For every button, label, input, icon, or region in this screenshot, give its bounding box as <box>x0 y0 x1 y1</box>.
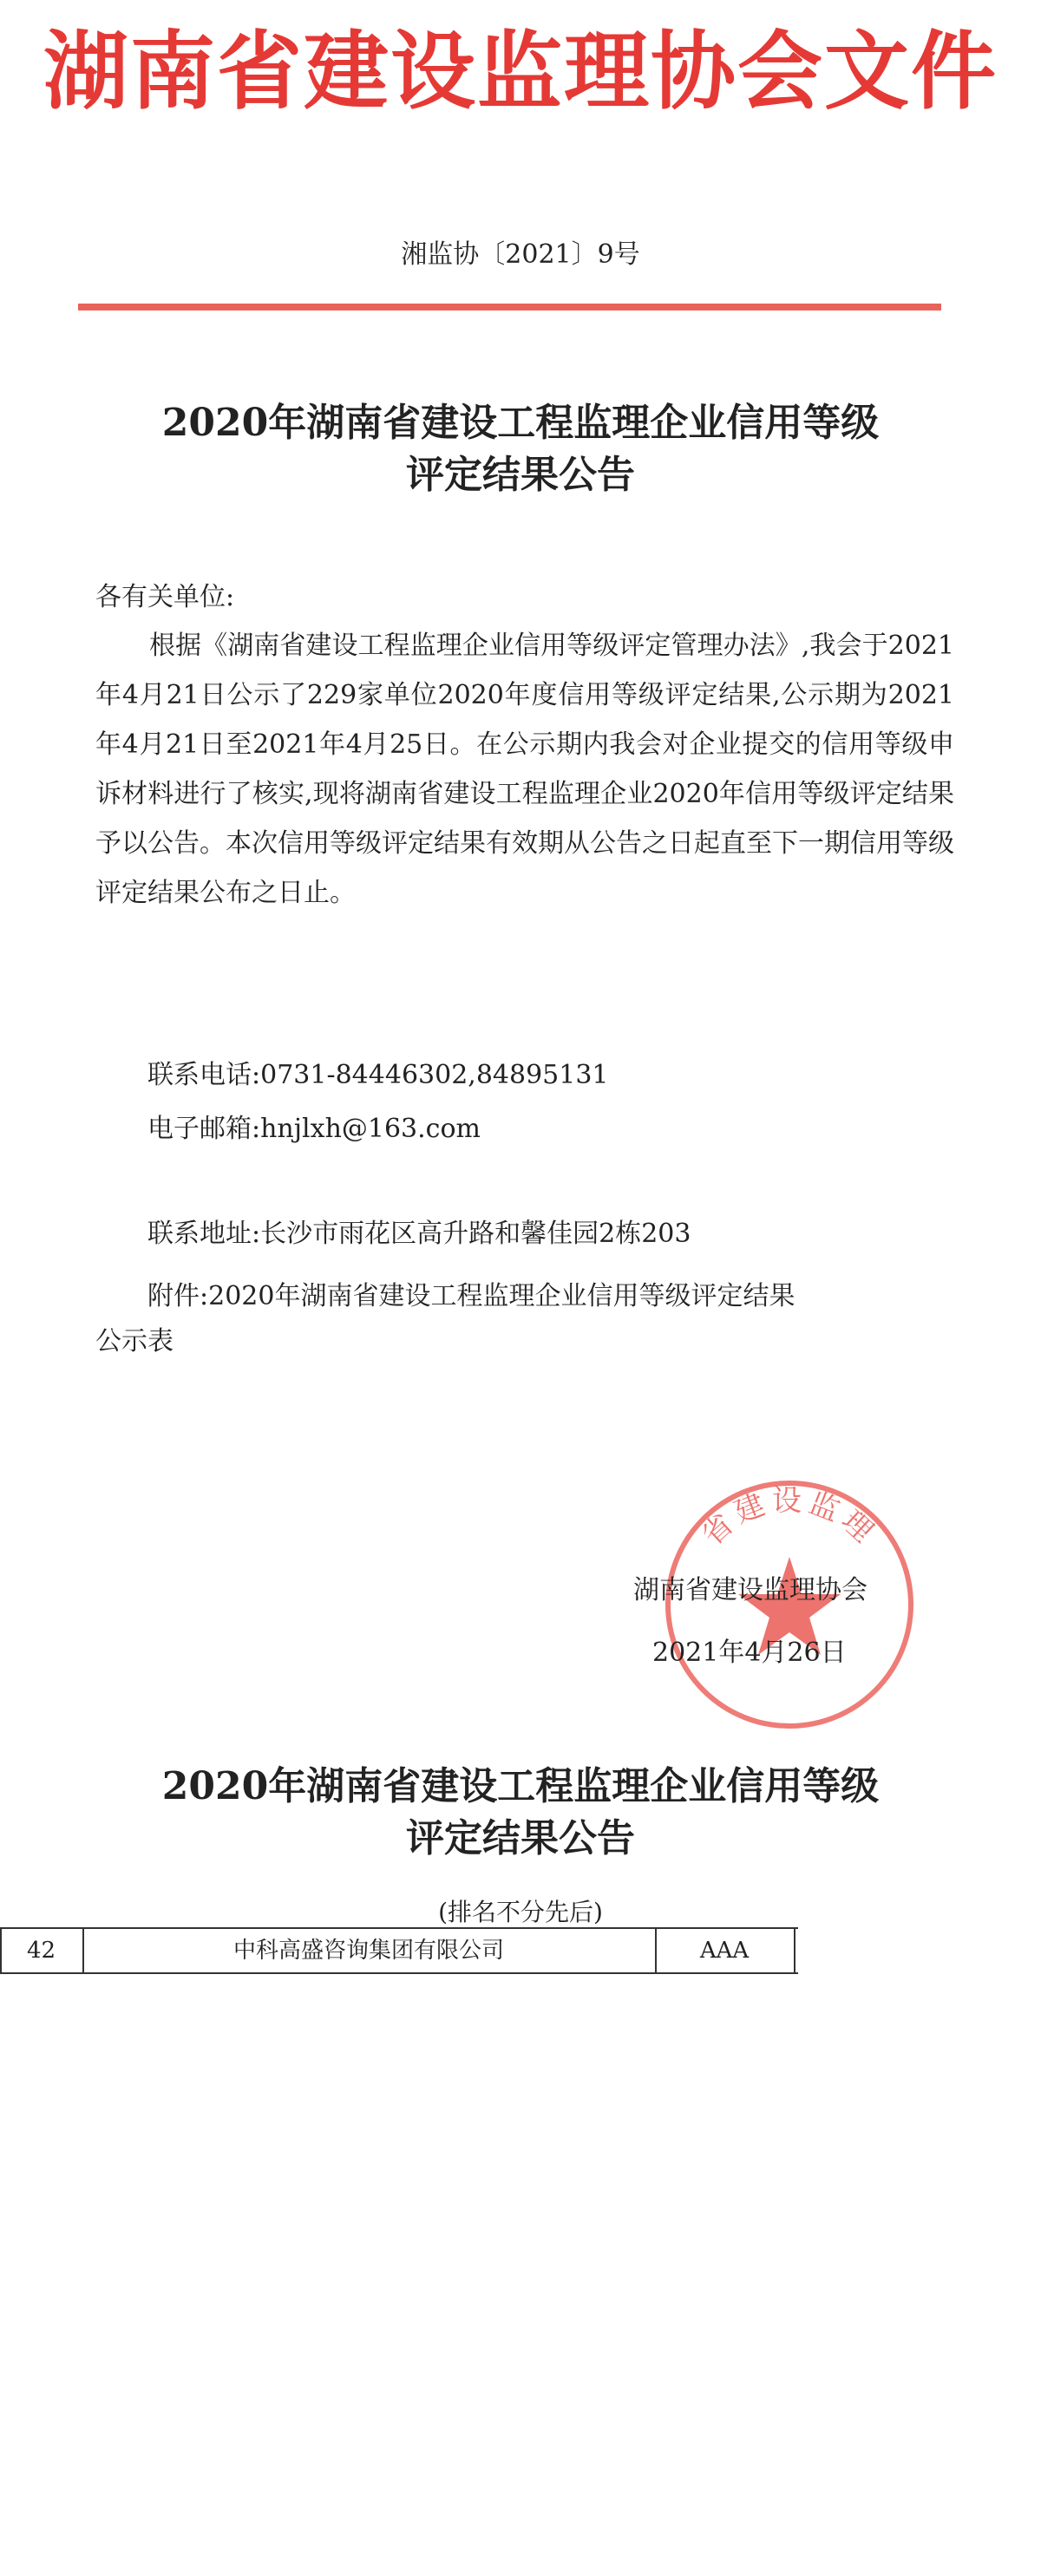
attachment-line: 附件:2020年湖南省建设工程监理企业信用等级评定结果 <box>147 1281 795 1311</box>
signing-organization: 湖南省建设监理协会 <box>633 1575 868 1605</box>
results-title-line-1: 2020年湖南省建设工程监理企业信用等级 <box>161 1764 880 1808</box>
table-cell-grade: AAA <box>699 1938 750 1964</box>
table-border-right <box>794 1929 795 1972</box>
main-paragraph: 根据《湖南省建设工程监理企业信用等级评定管理办法》,我会于2021年4月21日公示了229家单位2020年度信用等级评定结果,公示期为2021年4月21日至2021年4月25日。在公示期内我会对企业提交的信用等级申诉材料进行了核实,现将湖南省建设工程监理企业2020年信用等级评定结果予以公告。本次信用等级评定结果有效期从公告之日起直至下一期信用等级评定结果公布之日止。 <box>95 631 954 908</box>
announcement-title-line-2: 评定结果公告 <box>406 453 635 497</box>
results-title <box>0 1761 1041 1865</box>
document-header-title: 湖南省建设监理协会文件 <box>43 23 998 121</box>
contact-email: 电子邮箱:hnjlxh@163.com <box>147 1114 481 1144</box>
announcement-title <box>0 397 1041 501</box>
contact-phone: 联系电话:0731-84446302,84895131 <box>147 1060 609 1090</box>
addressee: 各有关单位: <box>95 582 235 612</box>
signing-date: 2021年4月26日 <box>652 1638 847 1668</box>
results-title-line-2: 评定结果公告 <box>406 1816 635 1860</box>
ranking-note: (排名不分先后) <box>438 1898 603 1926</box>
table-cell-rank: 42 <box>26 1938 56 1964</box>
table-cell-company: 中科高盛咨询集团有限公司 <box>232 1938 504 1964</box>
seal-text: 省建设监理 <box>695 1483 884 1553</box>
header-divider <box>78 304 941 311</box>
attachment-line-continued: 公示表 <box>95 1326 174 1357</box>
announcement-title-line-1: 2020年湖南省建设工程监理企业信用等级 <box>161 401 880 445</box>
document-number: 湘监协〔2021〕9号 <box>401 239 640 270</box>
table-row <box>0 1927 798 1974</box>
contact-address: 联系地址:长沙市雨花区高升路和馨佳园2栋203 <box>147 1219 691 1249</box>
